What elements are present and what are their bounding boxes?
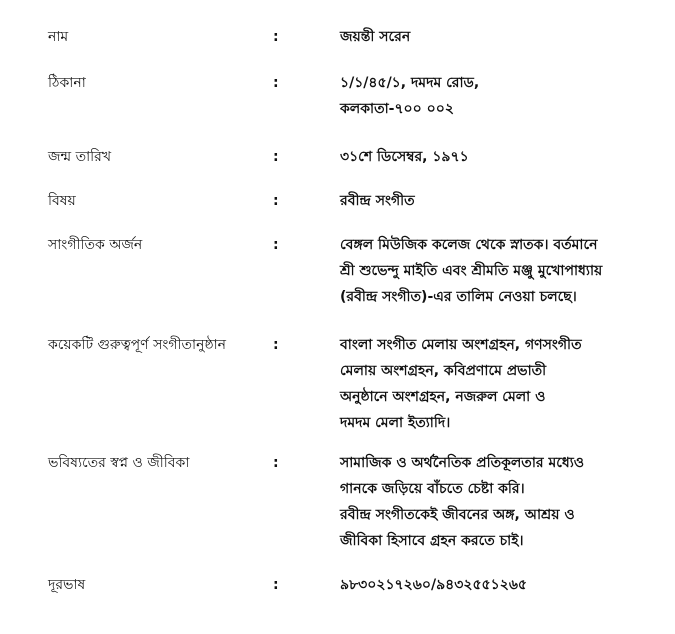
value-line: দমদম মেলা ইত্যাদি। — [340, 415, 451, 431]
colon-separator: : — [273, 193, 279, 209]
value-line: জীবিকা হিসাবে গ্রহন করতে চাই। — [340, 533, 524, 549]
value-line: বাংলা সংগীত মেলায় অংশগ্রহন, গণসংগীত — [340, 337, 582, 353]
label-birth-date: জন্ম তারিখ — [48, 149, 112, 165]
value-line: মেলায় অংশগ্রহন, কবিপ্রণামে প্রভাতী — [340, 363, 547, 379]
value-line: জয়ন্তী সরেন — [340, 29, 411, 45]
value-line: ৩১শে ডিসেম্বর, ১৯৭১ — [340, 149, 469, 165]
value-performances — [340, 332, 670, 436]
value-address — [340, 70, 670, 122]
label-subject: বিষয় — [48, 193, 76, 209]
value-line: বেঙ্গল মিউজিক কলেজ থেকে স্নাতক। বর্তমানে — [340, 237, 598, 253]
value-subject — [340, 188, 670, 214]
value-achievement — [340, 232, 670, 310]
value-line: ৯৮৩০২১৭২৬০/৯৪৩২৫৫১২৬৫ — [340, 577, 528, 593]
value-line: কলকাতা-৭০০ ০০২ — [340, 101, 454, 117]
colon-separator: : — [273, 29, 279, 45]
value-line: অনুষ্ঠানে অংশগ্রহন, নজরুল মেলা ও — [340, 389, 546, 405]
label-performances: কয়েকটি গুরুত্বপূর্ণ সংগীতানুষ্ঠান — [48, 337, 226, 353]
value-phone — [340, 572, 670, 598]
colon-separator: : — [273, 237, 279, 253]
colon-separator: : — [273, 75, 279, 91]
label-achievement: সাংগীতিক অর্জন — [48, 237, 143, 253]
colon-separator: : — [273, 337, 279, 353]
value-name — [340, 24, 670, 50]
value-birth-date — [340, 144, 670, 170]
colon-separator: : — [273, 455, 279, 471]
label-future-dream: ভবিষ্যতের স্বপ্ন ও জীবিকা — [48, 455, 190, 471]
colon-separator: : — [273, 149, 279, 165]
label-address: ঠিকানা — [48, 75, 86, 91]
value-future-dream — [340, 450, 670, 554]
value-line: সামাজিক ও অর্থনৈতিক প্রতিকূলতার মধ্যেও — [340, 455, 585, 471]
value-line: রবীন্দ্র সংগীতকেই জীবনের অঙ্গ, আশ্রয় ও — [340, 507, 575, 523]
value-line: ১/১/৪৫/১, দমদম রোড, — [340, 75, 480, 91]
value-line: (রবীন্দ্র সংগীত)-এর তালিম নেওয়া চলছে। — [340, 289, 577, 305]
value-line: শ্রী শুভেন্দু মাইতি এবং শ্রীমতি মঞ্জু মুখোপাধ্যায় — [340, 263, 603, 279]
value-line: গানকে জড়িয়ে বাঁচতে চেষ্টা করি। — [340, 481, 525, 497]
label-phone: দূরভাষ — [48, 577, 86, 593]
label-name: নাম — [48, 29, 69, 45]
colon-separator: : — [273, 577, 279, 593]
value-line: রবীন্দ্র সংগীত — [340, 193, 415, 209]
